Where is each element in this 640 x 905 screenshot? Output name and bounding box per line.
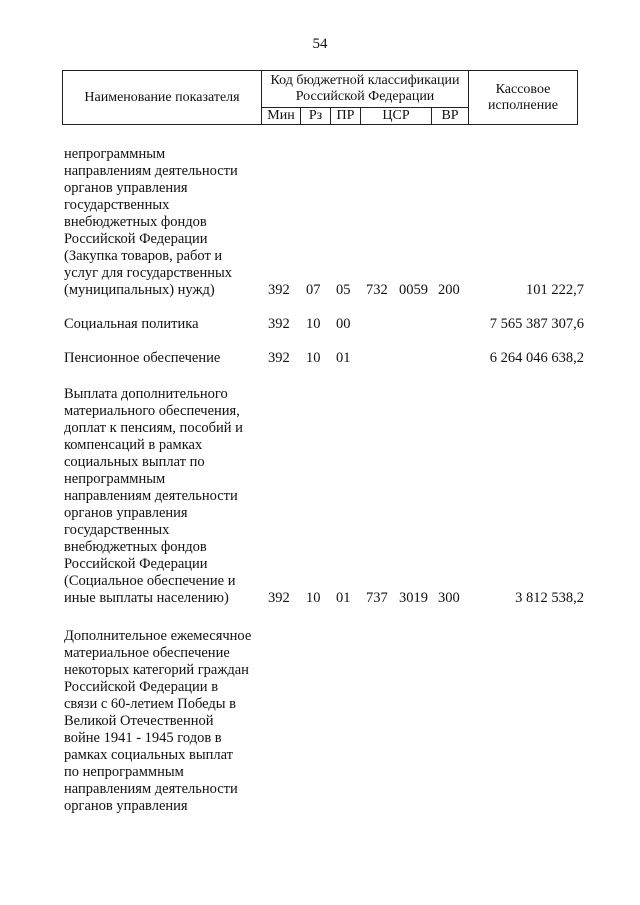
cell-vr: 200 [438, 282, 460, 298]
row-name-line: некоторых категорий граждан [64, 662, 249, 678]
row-name-line: иные выплаты населению) [64, 590, 229, 606]
row-name-line: государственных [64, 197, 170, 213]
row-name [64, 316, 264, 333]
header-name-column [62, 70, 262, 125]
row-name-line: Дополнительное ежемесячное [64, 628, 252, 644]
row-name-line: направлениям деятельности [64, 163, 238, 179]
cell-pr: 01 [336, 350, 351, 366]
row-name-line: непрограммным [64, 146, 166, 162]
row-name [64, 350, 264, 367]
row-name-line: Великой Отечественной [64, 713, 214, 729]
header-sub-rz [300, 107, 331, 125]
row-name-line: органов управления [64, 798, 188, 814]
header-code-group [261, 70, 469, 108]
header-code-group-label: Код бюджетной классификации Российской Федерации [270, 73, 460, 104]
row-name-line: непрограммным [64, 471, 166, 487]
cell-vr: 300 [438, 590, 460, 606]
row-name-line: Российской Федерации в [64, 679, 219, 695]
header-sub-vr-label: ВР [441, 108, 459, 123]
row-name-line: внебюджетных фондов [64, 539, 207, 555]
header-name-label: Наименование показателя [84, 89, 240, 105]
row-name-line: органов управления [64, 180, 188, 196]
row-name [64, 146, 264, 299]
page-number: 54 [312, 36, 328, 52]
row-name [64, 628, 264, 815]
cell-pr: 01 [336, 590, 351, 606]
cell-min: 392 [268, 590, 290, 606]
cell-amount: 7 565 387 307,6 [489, 316, 584, 332]
cell-amount: 6 264 046 638,2 [489, 350, 584, 366]
header-sub-csr-label: ЦСР [382, 108, 410, 123]
cell-pr: 05 [336, 282, 351, 298]
cell-pr: 00 [336, 316, 351, 332]
header-sub-pr [330, 107, 361, 125]
row-name-line: материального обеспечения, [64, 403, 240, 419]
cell-csr-2: 3019 [399, 590, 428, 606]
cell-rz: 10 [306, 316, 321, 332]
cell-min: 392 [268, 350, 290, 366]
row-name-line: Социальная политика [64, 316, 199, 332]
row-name-line: Российской Федерации [64, 231, 208, 247]
row-name-line: Российской Федерации [64, 556, 208, 572]
cell-amount: 101 222,7 [526, 282, 584, 298]
cell-csr-1: 737 [366, 590, 388, 606]
cell-rz: 07 [306, 282, 321, 298]
cell-min: 392 [268, 282, 290, 298]
row-name-line: органов управления [64, 505, 188, 521]
cell-rz: 10 [306, 350, 321, 366]
header-sub-vr [431, 107, 469, 125]
row-name-line: внебюджетных фондов [64, 214, 207, 230]
cell-amount: 3 812 538,2 [515, 590, 584, 606]
row-name-line: Пенсионное обеспечение [64, 350, 221, 366]
header-sub-pr-label: ПР [336, 108, 355, 123]
row-name-line: Выплата дополнительного [64, 386, 228, 402]
header-amount-label: Кассовое исполнение [488, 81, 558, 113]
row-name-line: доплат к пенсиям, пособий и [64, 420, 243, 436]
header-sub-rz-label: Рз [308, 108, 323, 123]
row-name-line: войне 1941 - 1945 годов в [64, 730, 222, 746]
cell-csr-1: 732 [366, 282, 388, 298]
row-name-line: направлениям деятельности [64, 781, 238, 797]
row-name-line: направлениям деятельности [64, 488, 238, 504]
header-sub-min-label: Мин [267, 108, 295, 123]
row-name-line: (муниципальных) нужд) [64, 282, 215, 298]
header-amount-column [468, 70, 578, 125]
row-name-line: связи с 60-летием Победы в [64, 696, 237, 712]
cell-csr-2: 0059 [399, 282, 428, 298]
row-name-line: рамках социальных выплат [64, 747, 233, 763]
row-name-line: по непрограммным [64, 764, 184, 780]
header-sub-min [261, 107, 301, 125]
cell-min: 392 [268, 316, 290, 332]
row-name-line: услуг для государственных [64, 265, 232, 281]
row-name-line: государственных [64, 522, 170, 538]
header-sub-csr [360, 107, 432, 125]
cell-rz: 10 [306, 590, 321, 606]
row-name-line: компенсаций в рамках [64, 437, 203, 453]
row-name-line: (Социальное обеспечение и [64, 573, 236, 589]
row-name [64, 386, 264, 607]
row-name-line: социальных выплат по [64, 454, 205, 470]
row-name-line: (Закупка товаров, работ и [64, 248, 223, 264]
row-name-line: материальное обеспечение [64, 645, 230, 661]
